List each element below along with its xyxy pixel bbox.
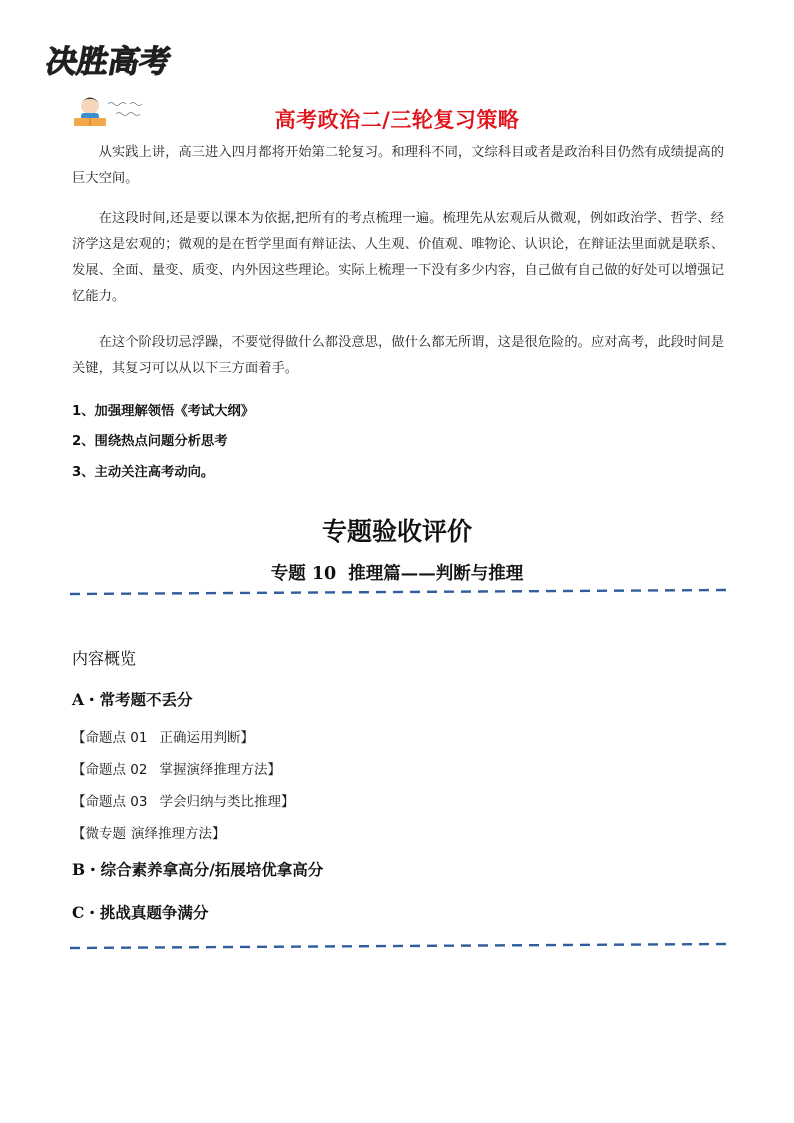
group-c-label: C・挑战真题争满分 [72,903,209,922]
topic-point-text: 演绎推理方法】 [131,826,226,842]
intro-item-3: 3、主动关注高考动向。 [72,465,215,480]
topic-point-tag: 【命题点 03 [72,794,148,810]
topic-point-4 [72,822,226,842]
topic-point-tag: 【命题点 01 [72,730,148,746]
intro-paragraph-3: 在这个阶段切忌浮躁，不要觉得做什么都没意思，做什么都无所谓，这是很危险的。应对高考，此段时间是关键，其复习可以从以下三方面着手。 [72,335,724,376]
topic-point-text: 学会归纳与类比推理】 [159,794,295,810]
topic-point-tag: 【命题点 02 [72,762,148,778]
intro-item-1: 1、加强理解领悟《考试大纲》 [72,404,255,419]
topic-point-text: 掌握演绎推理方法】 [159,762,281,778]
topic-point-2 [72,758,281,778]
section-title: 专题验收评价 [321,517,472,546]
topic-point-text: 正确运用判断】 [159,730,254,746]
dashed-divider-bottom [70,942,726,950]
group-a-label: A・常考题不丢分 [72,690,193,709]
intro-item-2: 2、围绕热点问题分析思考 [72,434,228,449]
topic-point-1 [72,726,254,746]
topic-point-3 [72,790,294,810]
section-subtitle-number: 专题 10 [270,564,337,584]
intro-paragraph-2: 在这段时间,还是要以课本为依据,把所有的考点梳理一遍。梳理先从宏观后从微观，例如政治学、哲学、经济学这是宏观的；微观的是在哲学里面有辩证法、人生观、价值观、唯物论、认识论，在辩证法里面就是联系、发展、全面、量变、质变、内外因这些理论。实际上梳理一下没有多少内容，自己做有自己做的好处可以增强记忆能力。 [72,211,724,304]
document-title: 高考政治二/三轮复习策略 [274,108,520,132]
logo-text: 决胜高考 [43,44,174,80]
overview-label: 内容概览 [72,649,137,668]
section-subtitle-text: 推理篇——判断与推理 [348,564,524,584]
section-subtitle [0,560,794,585]
dashed-divider-top [70,588,726,596]
intro-paragraph-1: 从实践上讲，高三进入四月都将开始第二轮复习。和理科不同，文综科目或者是政治科目仍然有成绩提高的巨大空间。 [72,145,724,186]
topic-point-tag: 【微专题 [72,826,126,842]
group-b-label: B・综合素养拿高分/拓展培优拿高分 [72,860,324,879]
